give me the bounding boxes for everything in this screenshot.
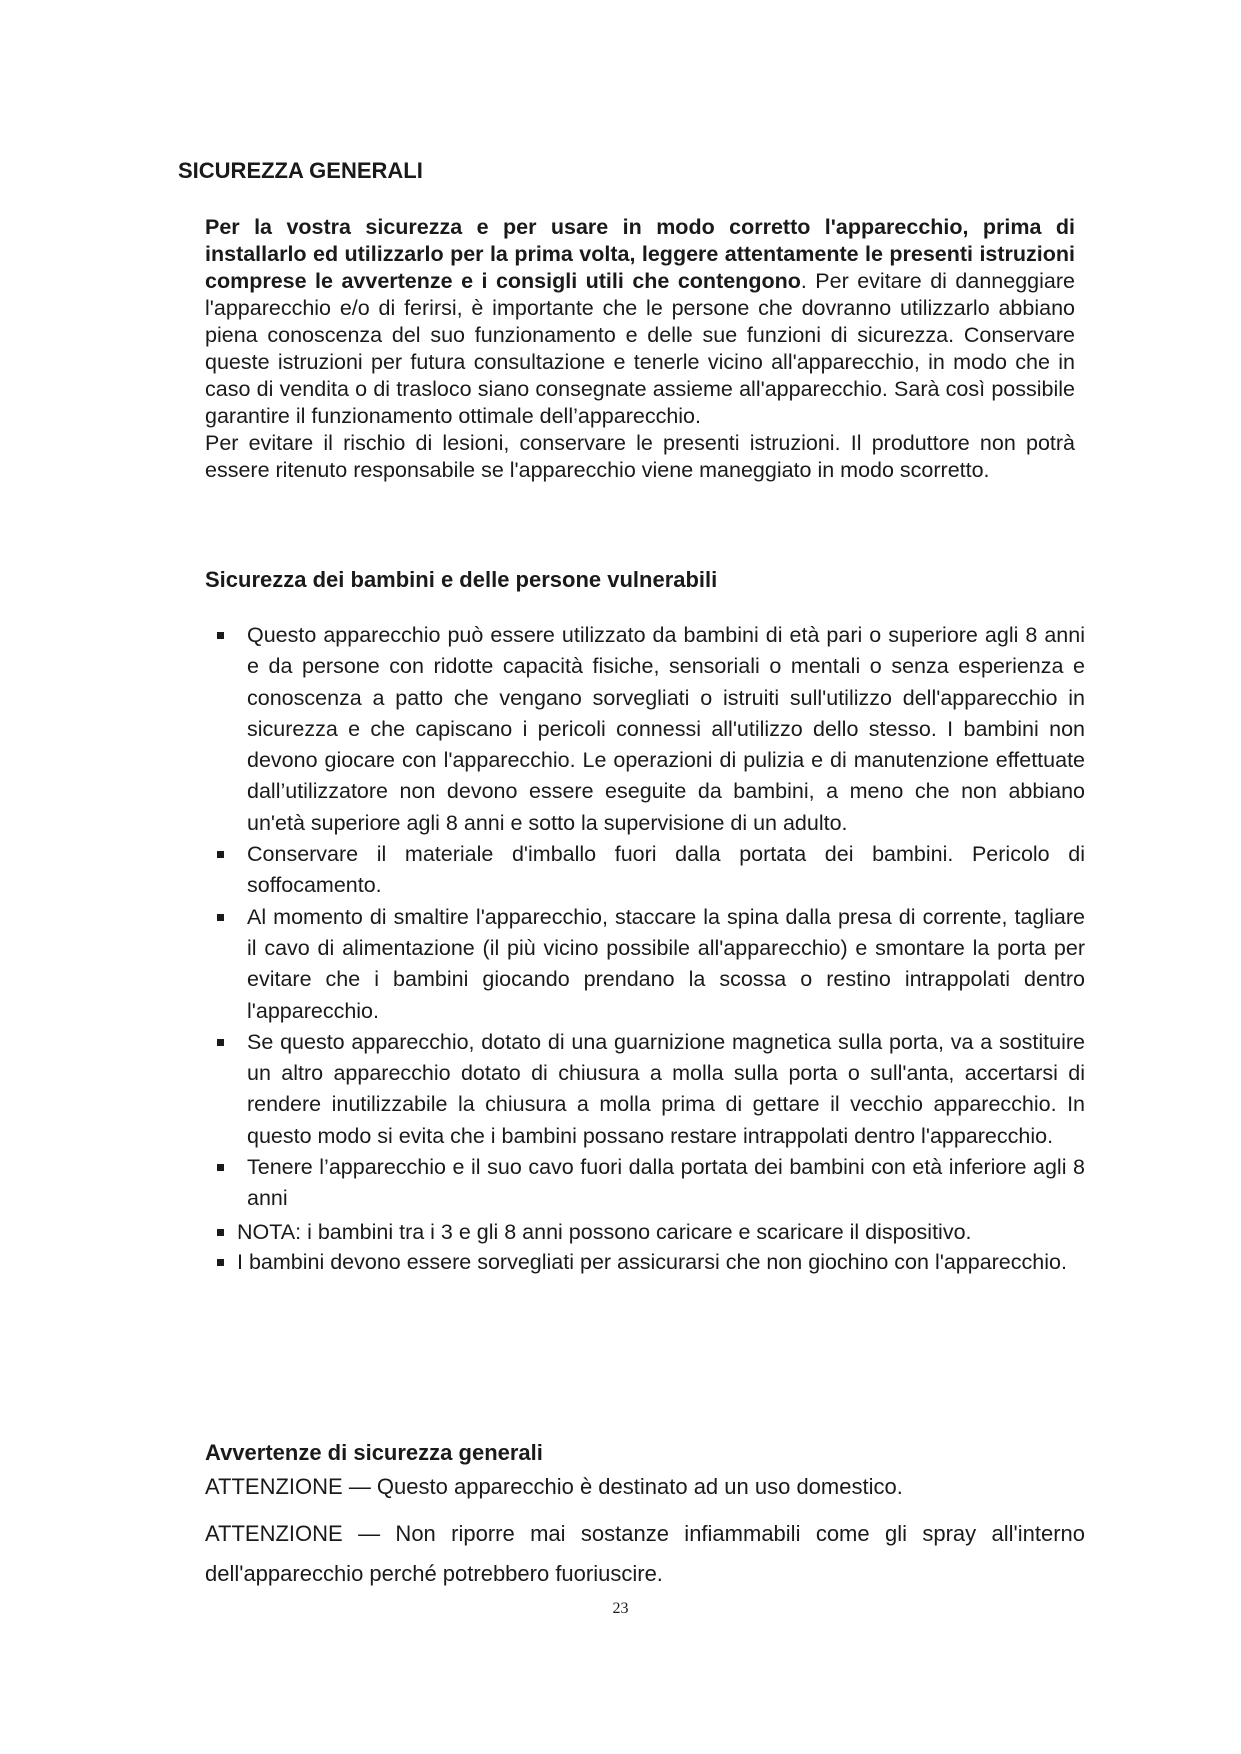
children-safety-heading: Sicurezza dei bambini e delle persone vulnerabili [205,567,718,592]
list-item: Se questo apparecchio, dotato di una guarnizione magnetica sulla porta, va a sostituire un altro apparecchio dotato di chiusura a molla sulla porta o sull'anta, accertarsi di rendere inutilizzabile la chiusura a molla prima di gettare il vecchio apparecchio. In questo modo si evita che i bambini possano restare intrappolati dentro l'apparecchio. [205,1027,1085,1152]
list-item: Conservare il materiale d'imballo fuori dalla portata dei bambini. Pericolo di soffocamento. [205,839,1085,902]
square-bullet-icon [217,914,224,921]
general-warnings-heading: Avvertenze di sicurezza generali [205,1440,543,1465]
list-item: NOTA: i bambini tra i 3 e gli 8 anni possono caricare e scaricare il dispositivo. [205,1219,1085,1245]
square-bullet-icon [217,1039,224,1046]
square-bullet-icon [217,851,224,858]
list-item: Questo apparecchio può essere utilizzato da bambini di età pari o superiore agli 8 anni e da persone con ridotte capacità fisiche, sensoriali o mentali o senza esperienza e conoscenza a patto che vengano sorvegliati o istruiti sull'utilizzo dell'apparecchio in sicurezza e che capiscano i pericoli connessi all'utilizzo dello stesso. I bambini non devono giocare con l'apparecchio. Le operazioni di pulizia e di manutenzione effettuate dall’utilizzatore non devono essere eseguite da bambini, a meno che non abbiano un'età superiore agli 8 anni e sotto la supervisione di un adulto. [205,620,1085,839]
intro-bold-text: Per la vostra sicurezza e per usare in modo corretto l'apparecchio, prima di installarlo ed utilizzarlo per la prima volta, leggere attentamente le presenti istruzioni comprese le avvertenze e i consigli utili che contengono [205,215,1075,293]
square-bullet-icon [217,632,224,639]
section-title: SICUREZZA GENERALI [178,158,423,183]
intro-paragraph [205,214,1075,484]
children-safety-list [205,620,1085,1275]
page-number: 23 [612,1600,629,1617]
intro-regular-text: . Per evitare di danneggiare l'apparecchio e/o di ferirsi, è importante che le persone che dovranno utilizzarlo abbiano piena conoscenza del suo funzionamento e delle sue funzioni di sicurezza. Conservare queste istruzioni per futura consultazione e tenerle vicino all'apparecchio, in modo che in caso di vendita o di trasloco siano consegnate assieme all'apparecchio. Sarà così possibile garantire il funzionamento ottimale dell’apparecchio. [205,269,1075,428]
warning-domestic-use: ATTENZIONE — Questo apparecchio è destinato ad un uso domestico. [205,1474,903,1499]
square-bullet-icon [217,1259,224,1266]
list-item: Tenere l’apparecchio e il suo cavo fuori dalla portata dei bambini con età inferiore agli 8 anni [205,1152,1085,1215]
warning-flammable-substances: ATTENZIONE — Non riporre mai sostanze infiammabili come gli spray all'interno dell'apparecchio perché potrebbero fuoriuscire. [205,1521,1085,1586]
list-item: Al momento di smaltire l'apparecchio, staccare la spina dalla presa di corrente, tagliare il cavo di alimentazione (il più vicino possibile all'apparecchio) e smontare la porta per evitare che i bambini giocando prendano la scossa o restino intrappolati dentro l'apparecchio. [205,902,1085,1027]
square-bullet-icon [217,1164,224,1171]
list-item: I bambini devono essere sorvegliati per assicurarsi che non giochino con l'apparecchio. [205,1249,1085,1275]
intro-second-text: Per evitare il rischio di lesioni, conservare le presenti istruzioni. Il produttore non potrà essere ritenuto responsabile se l'apparecchio viene maneggiato in modo scorretto. [205,431,1075,482]
square-bullet-icon [217,1229,224,1236]
